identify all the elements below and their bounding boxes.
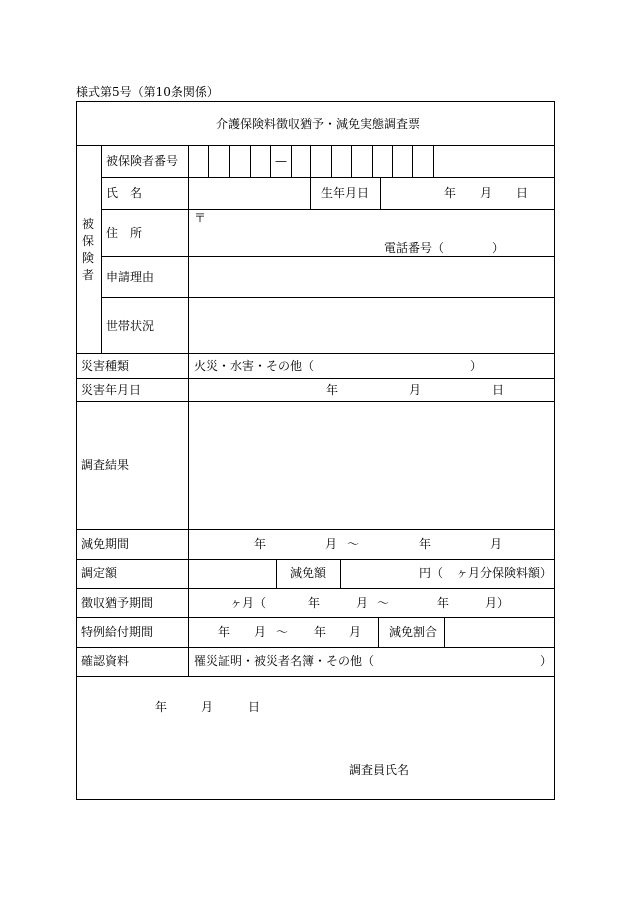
phone-label: 電話番号（ ） xyxy=(384,241,505,255)
rule xyxy=(331,145,332,177)
investigator-label: 調査員氏名 xyxy=(349,763,410,777)
rule xyxy=(76,676,555,677)
reduction-year1: 年 xyxy=(254,537,267,551)
rule xyxy=(76,559,555,560)
disaster-date-day: 日 xyxy=(492,383,505,397)
result-label: 調査結果 xyxy=(81,458,130,472)
rule xyxy=(351,145,352,177)
special-month1: 月 xyxy=(254,625,267,639)
rule xyxy=(276,559,277,588)
insured-group-label-4: 者 xyxy=(82,268,95,282)
name-label: 氏 名 xyxy=(106,186,143,200)
deferral-year2: 年 xyxy=(437,596,450,610)
deferral-tilde: ～ xyxy=(377,596,390,610)
household-label: 世帯状況 xyxy=(106,319,155,333)
rule xyxy=(76,145,555,146)
disaster-date-label: 災害年月日 xyxy=(81,383,142,397)
insured-number-label: 被保険者番号 xyxy=(106,154,179,168)
rule xyxy=(76,647,555,648)
address-label: 住 所 xyxy=(106,226,143,240)
disaster-date-month: 月 xyxy=(409,383,422,397)
special-year2: 年 xyxy=(314,625,327,639)
deferral-year1: 年 xyxy=(308,596,321,610)
deferral-month2: 月） xyxy=(485,596,510,610)
yen-text: 円（ xyxy=(419,566,444,580)
birth-year: 年 xyxy=(444,186,457,200)
postal-mark: 〒 xyxy=(194,211,207,225)
reduction-amount-label: 減免額 xyxy=(290,566,327,580)
birth-month: 月 xyxy=(480,186,493,200)
birth-day: 日 xyxy=(516,186,529,200)
special-tilde: ～ xyxy=(276,625,289,639)
form-title: 介護保険料徴収猶予・減免実態調査票 xyxy=(216,117,421,131)
rule xyxy=(380,177,381,209)
rule xyxy=(270,145,271,177)
rule xyxy=(101,256,555,257)
birth-label: 生年月日 xyxy=(321,186,370,200)
rule xyxy=(412,145,413,177)
months-premium-text: ヶ月分保険料額） xyxy=(456,566,553,580)
rule xyxy=(340,559,341,588)
rule xyxy=(76,617,555,618)
reduction-month2: 月 xyxy=(490,537,503,551)
rule xyxy=(76,401,555,402)
rule xyxy=(188,145,189,676)
form-frame xyxy=(76,101,555,800)
confirm-value: 罹災証明・被災者名簿・その他（ xyxy=(194,654,375,668)
insured-number-dash: — xyxy=(275,154,287,168)
rule xyxy=(378,617,379,647)
rule xyxy=(250,145,251,177)
rule xyxy=(229,145,230,177)
rule xyxy=(76,529,555,530)
confirm-close: ） xyxy=(540,654,553,668)
disaster-type-value: 火災・水害・その他（ ） xyxy=(194,359,483,373)
rule xyxy=(76,588,555,589)
confirm-label: 確認資料 xyxy=(81,654,130,668)
rule xyxy=(101,209,555,210)
rule xyxy=(101,145,102,353)
footer-year: 年 xyxy=(155,700,168,714)
reduction-year2: 年 xyxy=(419,537,432,551)
rule xyxy=(433,145,434,177)
insured-group-label-2: 保 xyxy=(82,234,95,248)
footer-month: 月 xyxy=(201,700,214,714)
special-month2: 月 xyxy=(349,625,362,639)
deferral-label: 徴収猶予期間 xyxy=(81,596,154,610)
rule xyxy=(76,353,555,354)
reduction-tilde: ～ xyxy=(347,537,360,551)
rule xyxy=(444,617,445,647)
assessed-label: 調定額 xyxy=(81,566,118,580)
insured-group-label-1: 被 xyxy=(82,217,95,231)
form-id: 様式第5号（第10条関係） xyxy=(76,85,219,99)
special-year1: 年 xyxy=(218,625,231,639)
deferral-months: ヶ月（ xyxy=(230,596,267,610)
footer-day: 日 xyxy=(248,700,261,714)
rule xyxy=(392,145,393,177)
deferral-month1: 月 xyxy=(356,596,369,610)
insured-group-label-3: 険 xyxy=(82,251,95,265)
reduction-ratio-label: 減免割合 xyxy=(389,625,438,639)
disaster-date-year: 年 xyxy=(326,383,339,397)
rule xyxy=(291,145,292,177)
reduction-period-label: 減免期間 xyxy=(81,537,130,551)
rule xyxy=(372,145,373,177)
rule xyxy=(310,177,311,209)
rule xyxy=(101,177,555,178)
rule xyxy=(208,145,209,177)
rule xyxy=(310,145,311,177)
reduction-month1: 月 xyxy=(325,537,338,551)
rule xyxy=(76,378,555,379)
rule xyxy=(101,297,555,298)
special-label: 特例給付期間 xyxy=(81,625,154,639)
disaster-type-label: 災害種類 xyxy=(81,359,130,373)
reason-label: 申請理由 xyxy=(106,270,155,284)
